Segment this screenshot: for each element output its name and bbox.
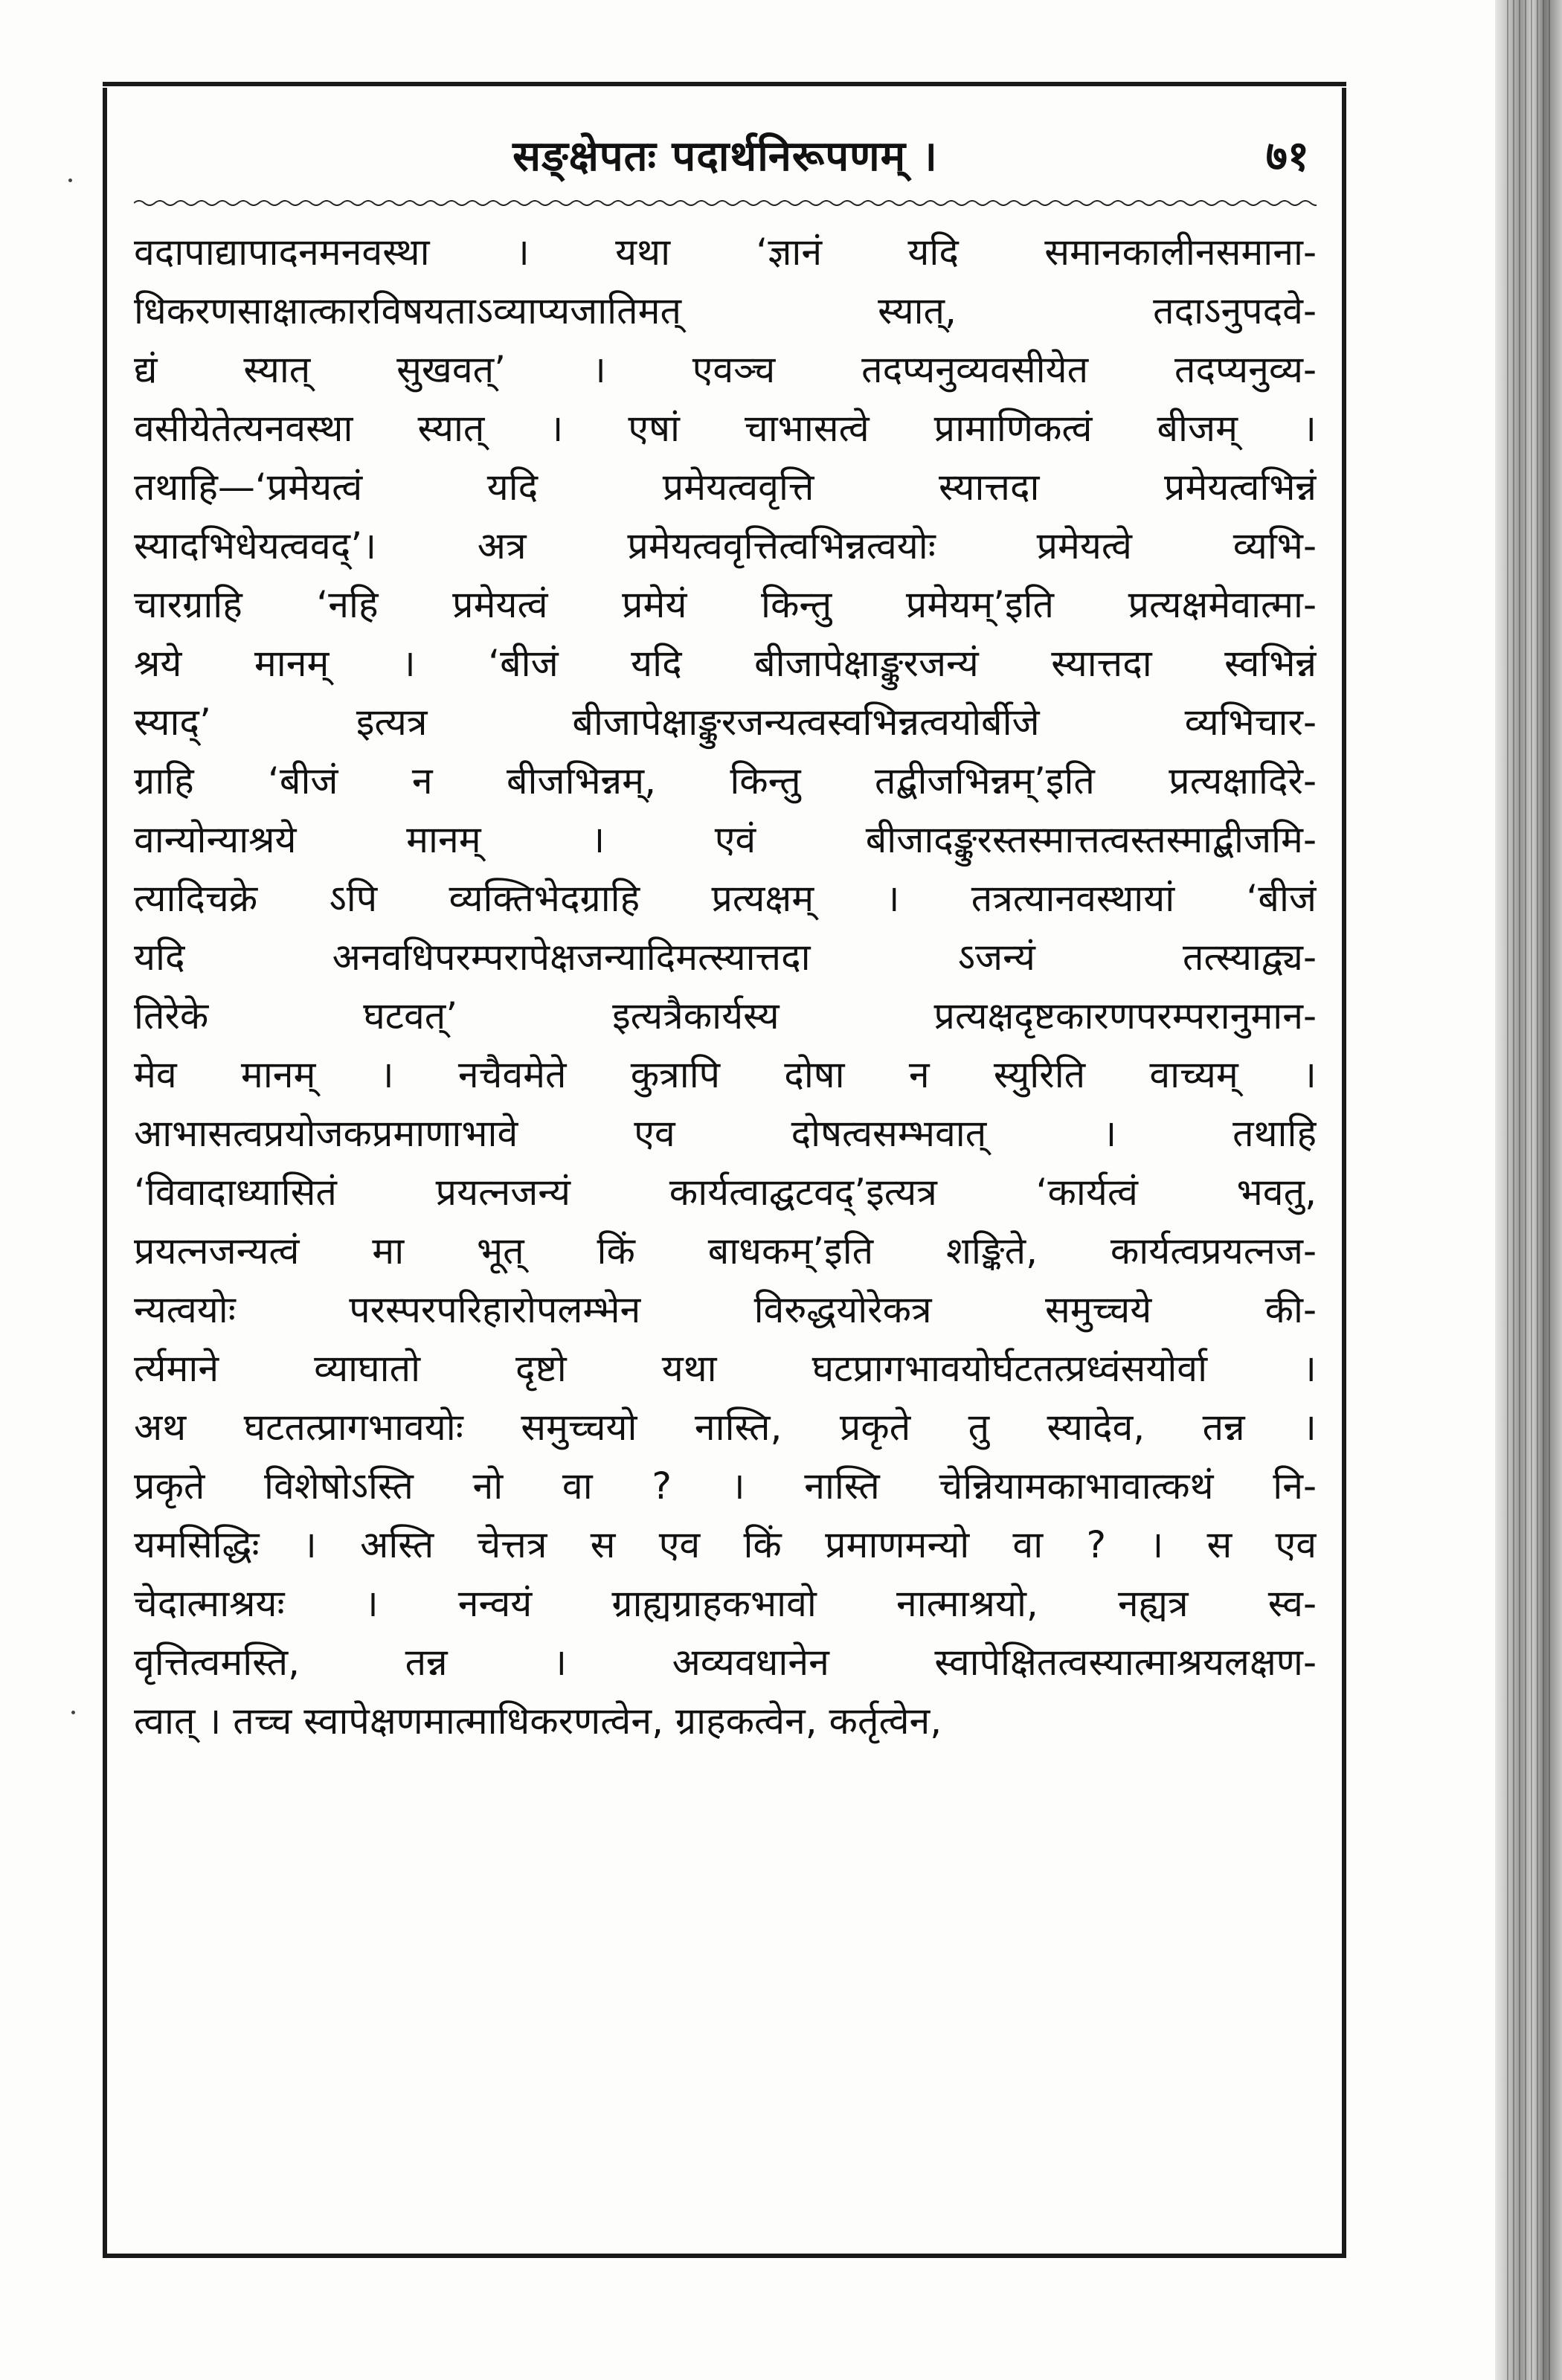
text-line: चेदात्माश्रयः । नन्वयं ग्राह्यग्राहकभावो नात्माश्रयो, नह्यत्र स्व- xyxy=(134,1582,1317,1625)
text-line: स्यादभिधेयत्ववद्’। अत्र प्रमेयत्ववृत्तित्वभिन्नत्वयोः प्रमेयत्वे व्यभि- xyxy=(134,524,1317,567)
text-line: त्वात् । तच्च स्वापेक्षणमात्माधिकरणत्वेन, ग्राहकत्वेन, कर्तृत्वेन, xyxy=(134,1699,942,1743)
running-title: सङ्क्षेपतः पदार्थनिरूपणम् । xyxy=(512,132,938,181)
text-line: वदापाद्यापादनमनवस्था । यथा ‘ज्ञानं यदि समानकालीनसमाना- xyxy=(134,231,1317,274)
text-line: प्रयत्नजन्यत्वं मा भूत् किं बाधकम्’इति शङ्किते, कार्यत्वप्रयत्नज- xyxy=(134,1229,1317,1273)
frame-bottom-border xyxy=(103,2254,1346,2258)
text-line: द्यं स्यात् सुखवत्’ । एवञ्च तदप्यनुव्यवसीयेत तदप्यनुव्य- xyxy=(134,348,1317,391)
text-line: र्त्यमाने व्याघातो दृष्टो यथा घटप्रागभावयोर्घटतत्प्रध्वंसयोर्वा । xyxy=(134,1347,1317,1390)
text-line: वसीयेतेत्यनवस्था स्यात् । एषां चाभासत्वे प्रामाणिकत्वं बीजम् । xyxy=(134,407,1317,450)
text-line: ‘विवादाध्यासितं प्रयत्नजन्यं कार्यत्वाद्घटवद्’इत्यत्र ‘कार्यत्वं भवतु, xyxy=(134,1171,1317,1214)
frame-top-border xyxy=(103,82,1346,86)
text-line: तथाहि—‘प्रमेयत्वं यदि प्रमेयत्ववृत्ति स्यात्तदा प्रमेयत्वभिन्नं xyxy=(134,466,1317,509)
body-text xyxy=(134,223,1317,2231)
text-line: आभासत्वप्रयोजकप्रमाणाभावे एव दोषत्वसम्भवात् । तथाहि xyxy=(134,1112,1317,1155)
text-line: त्यादिचक्रे ऽपि व्यक्तिभेदग्राहि प्रत्यक्षम् । तत्रत्यानवस्थायां ‘बीजं xyxy=(134,877,1317,920)
text-line: प्रकृते विशेषोऽस्ति नो वा ? । नास्ति चेन्नियामकाभावात्कथं नि- xyxy=(134,1464,1317,1508)
text-line: अथ घटतत्प्रागभावयोः समुच्चयो नास्ति, प्रकृते तु स्यादेव, तन्न । xyxy=(134,1406,1317,1449)
text-line: श्रये मानम् । ‘बीजं यदि बीजापेक्षाङ्कुरजन्यं स्यात्तदा स्वभिन्नं xyxy=(134,642,1317,685)
ink-speck xyxy=(71,1711,75,1714)
page-number: ७१ xyxy=(1265,132,1309,181)
book-spine-edge-lines xyxy=(1502,0,1555,2380)
text-line: वान्योन्याश्रये मानम् । एवं बीजादङ्कुरस्तस्मात्तत्वस्तस्माद्बीजमि- xyxy=(134,818,1317,861)
wavy-rule xyxy=(134,197,1317,209)
text-line: वृत्तित्वमस्ति, तन्न । अव्यवधानेन स्वापेक्षितत्वस्यात्माश्रयलक्षण- xyxy=(134,1641,1317,1684)
text-line: मेव मानम् । नचैवमेते कुत्रापि दोषा न स्युरिति वाच्यम् । xyxy=(134,1053,1317,1096)
ink-speck xyxy=(68,178,72,182)
text-line: यमसिद्धिः । अस्ति चेत्तत्र स एव किं प्रमाणमन्यो वा ? । स एव xyxy=(134,1523,1317,1566)
text-line: न्यत्वयोः परस्परपरिहारोपलम्भेन विरुद्धयोरेकत्र समुच्चये की- xyxy=(134,1288,1317,1331)
page-header xyxy=(126,112,1324,193)
text-line: तिरेके घटवत्’ इत्यत्रैकार्यस्य प्रत्यक्षदृष्टकारणपरम्परानुमान- xyxy=(134,994,1317,1038)
text-line: यदि अनवधिपरम्परापेक्षजन्यादिमत्स्यात्तदा ऽजन्यं तत्स्याद्व्य- xyxy=(134,936,1317,979)
text-line: ग्राहि ‘बीजं न बीजभिन्नम्, किन्तु तद्बीजभिन्नम्’इति प्रत्यक्षादिरे- xyxy=(134,759,1317,803)
text-line: स्याद्’ इत्यत्र बीजापेक्षाङ्कुरजन्यत्वस्वभिन्नत्वयोर्बीजे व्यभिचार- xyxy=(134,701,1317,744)
text-line: चारग्राहि ‘नहि प्रमेयत्वं प्रमेयं किन्तु प्रमेयम्’इति प्रत्यक्षमेवात्मा- xyxy=(134,583,1317,626)
text-line: धिकरणसाक्षात्कारविषयताऽव्याप्यजातिमत् स्यात्, तदाऽनुपदवे- xyxy=(134,289,1317,332)
